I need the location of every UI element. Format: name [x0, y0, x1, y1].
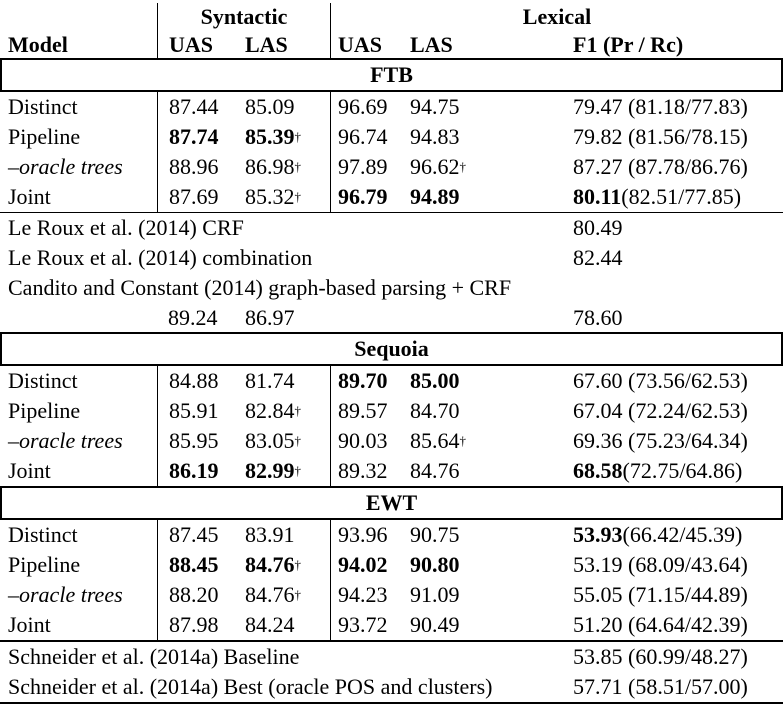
column-header-syntactic-las: LAS: [245, 31, 288, 57]
lexical-las-cell: 96.62 †: [410, 154, 466, 179]
f1-cell: 80.11 (82.51/77.85): [573, 184, 742, 209]
f1-cell: 82.44: [573, 245, 623, 270]
lexical-uas-cell: 90.03: [330, 426, 410, 456]
table-header-columns: [0, 31, 783, 58]
table-bottom-rule: [0, 702, 783, 704]
external-result-row: [0, 273, 783, 303]
lexical-las-cell: [410, 303, 493, 332]
syntactic-uas-cell: 84.88: [157, 366, 243, 396]
model-cell: Distinct: [8, 368, 78, 393]
syntactic-las-cell: 83.05 †: [245, 428, 301, 453]
table-row: [0, 396, 783, 426]
syntactic-uas-cell: 87.98: [157, 610, 243, 640]
f1-cell: 79.82 (81.56/78.15): [573, 124, 748, 149]
external-system-label: Candito and Constant (2014) graph-based parsing + CRF: [8, 275, 512, 300]
model-cell: –oracle trees: [8, 582, 123, 607]
table-row: [0, 520, 783, 550]
external-result-row: [0, 672, 783, 702]
model-cell: Pipeline: [8, 398, 81, 423]
f1-cell: 51.20 (64.64/42.39): [573, 612, 748, 637]
table-row: [0, 456, 783, 486]
section-title: Sequoia: [354, 336, 429, 361]
external-result-row: [0, 213, 783, 243]
f1-cell: 55.05 (71.15/44.89): [573, 582, 748, 607]
f1-cell: 80.49: [573, 215, 623, 240]
syntactic-uas-cell: 85.95: [157, 426, 243, 456]
table-body: [0, 58, 783, 704]
syntactic-uas-cell: 88.45: [157, 550, 243, 580]
syntactic-las-cell: 85.32 †: [245, 184, 301, 209]
model-cell: Pipeline: [8, 552, 81, 577]
syntactic-las-cell: 81.74: [245, 368, 295, 393]
lexical-las-cell: 90.80: [410, 552, 460, 577]
section-band-ewt: [0, 486, 783, 520]
lexical-uas-cell: 96.79: [330, 182, 410, 212]
table-row: [0, 366, 783, 396]
lexical-uas-cell: 97.89: [330, 152, 410, 182]
syntactic-las-cell: 86.98 †: [245, 154, 301, 179]
table-row: [0, 122, 783, 152]
table-header-groups: [0, 3, 783, 31]
table-row: [0, 92, 783, 122]
f1-cell: 69.36 (75.23/64.34): [573, 428, 748, 453]
table-row: [0, 580, 783, 610]
table-row: [0, 610, 783, 640]
syntactic-las-cell: 85.09: [245, 94, 295, 119]
lexical-uas-cell: 94.23: [330, 580, 410, 610]
lexical-las-cell: 94.83: [410, 124, 460, 149]
column-group-lexical: Lexical: [330, 3, 783, 31]
external-result-row: [0, 243, 783, 273]
model-cell: Distinct: [8, 522, 78, 547]
f1-cell: 53.19 (68.09/43.64): [573, 552, 748, 577]
column-header-lexical-uas: UAS: [330, 31, 410, 58]
syntactic-uas-cell: 88.20: [157, 580, 243, 610]
table-row: [0, 182, 783, 212]
syntactic-las-cell: 85.39 †: [245, 124, 301, 149]
lexical-uas-cell: 96.74: [330, 122, 410, 152]
model-cell: –oracle trees: [8, 428, 123, 453]
section-title: EWT: [365, 490, 418, 515]
external-system-label: Schneider et al. (2014a) Baseline: [8, 644, 300, 669]
column-header-syntactic-uas: UAS: [157, 31, 243, 58]
syntactic-las-cell: 84.76 †: [245, 552, 301, 577]
lexical-las-cell: 84.70: [410, 398, 460, 423]
lexical-las-cell: 85.00: [410, 368, 460, 393]
syntactic-las-cell: 82.84 †: [245, 398, 301, 423]
syntactic-las-cell: 86.97: [245, 304, 295, 330]
f1-cell: 53.93 (66.42/45.39): [573, 522, 743, 547]
lexical-las-cell: 84.76: [410, 458, 460, 483]
model-cell: Joint: [8, 184, 51, 209]
lexical-las-cell: 85.64 †: [410, 428, 466, 453]
lexical-uas-cell: 89.32: [330, 456, 410, 486]
lexical-las-cell: 90.49: [410, 612, 460, 637]
table-row: [0, 152, 783, 182]
column-header-model: Model: [8, 31, 68, 57]
model-cell: Pipeline: [8, 124, 81, 149]
lexical-uas-cell: 89.70: [330, 366, 410, 396]
f1-cell: 78.60: [573, 304, 623, 330]
lexical-uas-cell: 94.02: [330, 550, 410, 580]
syntactic-uas-cell: 87.74: [157, 122, 243, 152]
syntactic-las-cell: 82.99 †: [245, 458, 301, 483]
external-system-label: Le Roux et al. (2014) CRF: [8, 215, 244, 240]
column-header-f1: F1 (Pr / Rc): [573, 31, 684, 57]
syntactic-uas-cell: 88.96: [157, 152, 243, 182]
model-cell: Distinct: [8, 94, 78, 119]
external-system-label: Le Roux et al. (2014) combination: [8, 245, 313, 270]
table-row: [0, 550, 783, 580]
lexical-uas-cell: 93.96: [330, 520, 410, 550]
lexical-uas-cell: 89.57: [330, 396, 410, 426]
section-band-sequoia: [0, 332, 783, 366]
lexical-las-cell: 90.75: [410, 522, 460, 547]
f1-cell: 67.60 (73.56/62.53): [573, 368, 748, 393]
model-cell: [0, 303, 157, 332]
f1-cell: 68.58 (72.75/64.86): [573, 458, 743, 483]
column-group-syntactic: Syntactic: [157, 3, 330, 31]
syntactic-uas-cell: 87.69: [157, 182, 243, 212]
lexical-las-cell: 91.09: [410, 582, 460, 607]
model-cell: Joint: [8, 612, 51, 637]
section-title: FTB: [370, 62, 413, 87]
table-row: [0, 426, 783, 456]
lexical-uas-cell: 93.72: [330, 610, 410, 640]
syntactic-uas-cell: 87.45: [157, 520, 243, 550]
syntactic-uas-cell: 85.91: [157, 396, 243, 426]
syntactic-las-cell: 84.24: [245, 612, 295, 637]
external-result-row: [0, 642, 783, 672]
syntactic-las-cell: 83.91: [245, 522, 295, 547]
f1-cell: 79.47 (81.18/77.83): [573, 94, 748, 119]
lexical-uas-cell: [330, 303, 410, 332]
column-header-lexical-las: LAS: [410, 31, 453, 57]
section-band-ftb: [0, 58, 783, 92]
model-cell: –oracle trees: [8, 154, 123, 179]
syntactic-uas-cell: 89.24: [168, 304, 218, 330]
f1-cell: 67.04 (72.24/62.53): [573, 398, 748, 423]
model-cell: Joint: [8, 458, 51, 483]
syntactic-las-cell: 84.76 †: [245, 582, 301, 607]
header-groups-spacer: [0, 3, 157, 31]
lexical-las-cell: 94.75: [410, 94, 460, 119]
continuation-row: [0, 303, 783, 332]
lexical-uas-cell: 96.69: [330, 92, 410, 122]
syntactic-uas-cell: 87.44: [157, 92, 243, 122]
f1-cell: 57.71 (58.51/57.00): [573, 674, 748, 699]
f1-cell: 53.85 (60.99/48.27): [573, 644, 748, 669]
external-system-label: Schneider et al. (2014a) Best (oracle POS and clusters): [8, 674, 493, 699]
lexical-las-cell: 94.89: [410, 184, 460, 209]
f1-cell: [493, 273, 783, 303]
syntactic-uas-cell: 86.19: [157, 456, 243, 486]
f1-cell: 87.27 (87.78/86.76): [573, 154, 748, 179]
